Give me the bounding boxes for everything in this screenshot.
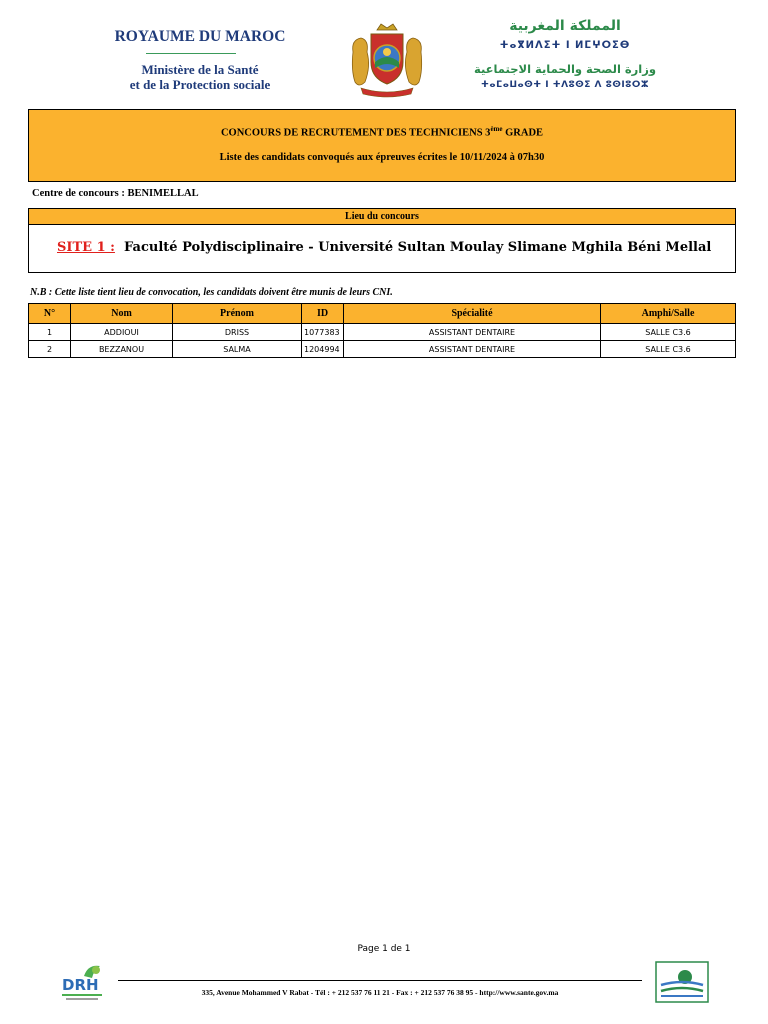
banner-title-sup: ème: [490, 125, 503, 133]
cell-number: 1: [29, 324, 71, 341]
header-fr-ministry-line2: et de la Protection sociale: [129, 77, 271, 92]
exam-centre: Centre de concours : BENIMELLAL: [32, 188, 199, 199]
cell-specialite: ASSISTANT DENTAIRE: [344, 324, 601, 341]
cell-nom: BEZZANOU: [71, 341, 173, 358]
footer-divider: [118, 980, 642, 981]
site-name: Faculté Polydisciplinaire - Université Sultan Moulay Slimane Mghila Béni Mellal: [124, 240, 712, 255]
cell-id: 1204994: [302, 341, 344, 358]
header-divider: [146, 53, 236, 54]
cell-id: 1077383: [302, 324, 344, 341]
ministry-logo-icon: [655, 961, 709, 1003]
header-fr-ministry: [100, 62, 300, 92]
col-number: N°: [29, 304, 71, 324]
header-fr-ministry-line1: Ministère de la Santé: [141, 62, 259, 77]
header-ar-ministry: وزارة الصحة والحماية الاجتماعية: [473, 62, 657, 76]
header-fr-title: ROYAUME DU MAROC: [114, 28, 286, 45]
col-prenom: Prénom: [173, 304, 302, 324]
table-row: [29, 341, 736, 358]
cell-prenom: SALMA: [173, 341, 302, 358]
coat-of-arms-icon: [347, 22, 427, 100]
cell-prenom: DRISS: [173, 324, 302, 341]
lieu-header: Lieu du concours: [28, 208, 736, 225]
banner-subtitle: Liste des candidats convoqués aux épreuves écrites le 10/11/2024 à 07h30: [219, 152, 545, 163]
lieu-box: [28, 224, 736, 273]
cell-salle: SALLE C3.6: [601, 324, 736, 341]
cell-salle: SALLE C3.6: [601, 341, 736, 358]
banner-title: [29, 125, 735, 139]
col-specialite: Spécialité: [344, 304, 601, 324]
banner-title-prefix: CONCOURS DE RECRUTEMENT DES TECHNICIENS 3: [220, 127, 491, 139]
site-line: [57, 240, 711, 255]
drh-logo-text: DRH: [62, 976, 99, 994]
cell-nom: ADDIOUI: [71, 324, 173, 341]
cell-number: 2: [29, 341, 71, 358]
banner-title-suffix: GRADE: [502, 127, 544, 139]
cell-specialite: ASSISTANT DENTAIRE: [344, 341, 601, 358]
col-id: ID: [302, 304, 344, 324]
col-salle: Amphi/Salle: [601, 304, 736, 324]
page-number: Page 1 de 1: [357, 944, 411, 954]
drh-logo-icon: [58, 962, 106, 1002]
footer-address: 335, Avenue Mohammed V Rabat - Tél : + 212 537 76 11 21 - Fax : + 212 537 76 38 95 - http://www.sante.gov.ma: [201, 988, 559, 997]
site-label: SITE 1 :: [57, 240, 115, 255]
col-nom: Nom: [71, 304, 173, 324]
header-tifinagh-title: ⵜⴰⴳⵍⴷⵉⵜ ⵏ ⵍⵎⵖⵔⵉⴱ: [499, 40, 631, 51]
header-tifinagh-ministry: ⵜⴰⵎⴰⵡⴰⵙⵜ ⵏ ⵜⴷⵓⵙⵉ ⴷ ⵓⵙⵏⵓⵔⵣ: [480, 80, 650, 90]
title-banner: [28, 109, 736, 182]
table-header-row: [29, 304, 736, 324]
candidates-table: [28, 303, 736, 358]
table-row: [29, 324, 736, 341]
header-ar-title: المملكة المغربية: [509, 18, 621, 34]
note: N.B : Cette liste tient lieu de convocation, les candidats doivent être munis de leurs CNI.: [30, 287, 393, 298]
